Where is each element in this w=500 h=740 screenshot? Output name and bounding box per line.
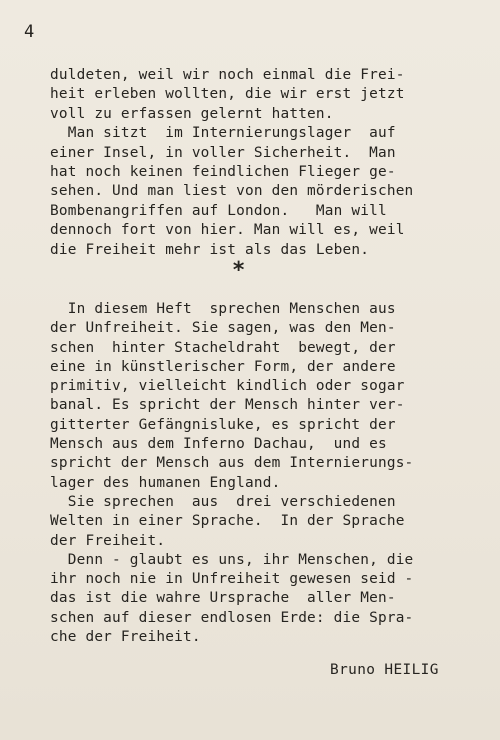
text-line: sehen. Und man liest von den mörderischen bbox=[50, 183, 414, 200]
text-line: primitiv, vielleicht kindlich oder sogar bbox=[50, 378, 405, 395]
text-line: In diesem Heft sprechen Menschen aus bbox=[50, 301, 396, 317]
text-line: die Freiheit mehr ist als das Leben. bbox=[50, 241, 370, 258]
text-line: banal. Es spricht der Mensch hinter ver- bbox=[50, 397, 405, 414]
text-line: spricht der Mensch aus dem Internierungs- bbox=[50, 455, 414, 472]
text-line: eine in künstlerischer Form, der andere bbox=[50, 358, 396, 375]
text-line: hat noch keinen feindlichen Flieger ge- bbox=[50, 164, 396, 181]
text-line: das ist die wahre Ursprache aller Men- bbox=[50, 590, 396, 607]
text-line: lager des humanen England. bbox=[50, 474, 281, 491]
text-line: einer Insel, in voller Sicherheit. Man bbox=[50, 144, 396, 161]
text-line: schen auf dieser endlosen Erde: die Spra- bbox=[50, 609, 414, 626]
text-line: duldeten, weil wir noch einmal die Frei- bbox=[50, 67, 405, 83]
text-line: der Freiheit. bbox=[50, 532, 166, 549]
text-line: Bombenangriffen auf London. Man will bbox=[50, 202, 387, 219]
text-line: Welten in einer Sprache. In der Sprache bbox=[50, 513, 405, 530]
text-line: heit erleben wollten, die wir erst jetzt bbox=[50, 86, 405, 103]
text-line: Denn - glaubt es uns, ihr Menschen, die bbox=[50, 551, 414, 568]
text-line: Man sitzt im Internierungslager auf bbox=[50, 125, 396, 142]
paragraph-block-2 bbox=[50, 300, 470, 647]
page-number: 4 bbox=[24, 22, 35, 42]
text-line: ihr noch nie in Unfreiheit gewesen seid - bbox=[50, 571, 414, 588]
text-line: schen hinter Stacheldraht bewegt, der bbox=[50, 339, 396, 356]
text-line: der Unfreiheit. Sie sagen, was den Men- bbox=[50, 320, 396, 337]
section-separator: * bbox=[232, 258, 246, 283]
text-line: Mensch aus dem Inferno Dachau, und es bbox=[50, 436, 387, 453]
author-signature: Bruno HEILIG bbox=[330, 662, 439, 678]
text-line: Sie sprechen aus drei verschiedenen bbox=[50, 493, 396, 510]
text-line: voll zu erfassen gelernt hatten. bbox=[50, 105, 334, 122]
text-line: gitterter Gefängnisluke, es spricht der bbox=[50, 416, 396, 433]
paragraph-block-1 bbox=[50, 66, 470, 260]
text-line: dennoch fort von hier. Man will es, weil bbox=[50, 222, 405, 239]
text-line: che der Freiheit. bbox=[50, 629, 201, 646]
